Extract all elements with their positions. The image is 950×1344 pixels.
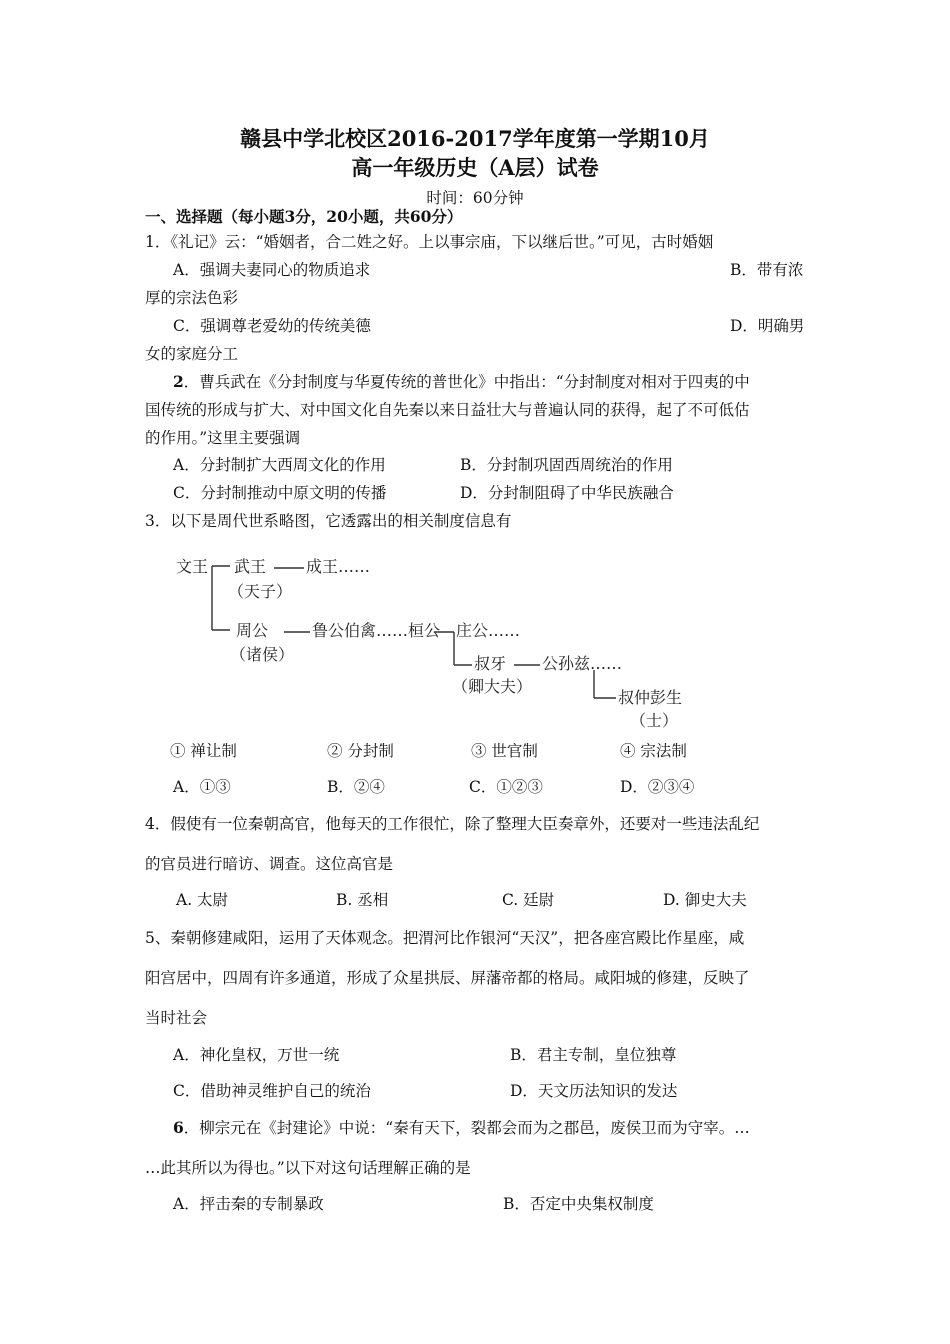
q6-number: 6 [173,1118,184,1137]
q6-stem-text: ．柳宗元在《封建论》中说：“秦有天下，裂都会而为之郡邑，废侯卫而为守宰。… [183,1119,750,1137]
genealogy-diagram [172,552,692,734]
q2-option-c: C．分封制推动中原文明的传播 [173,484,387,502]
q4-option-a: A. 太尉 [176,891,229,909]
q4-option-b: B. 丞相 [336,891,389,909]
q1-option-a: A．强调夫妻同心的物质追求 [173,261,371,279]
exam-title-line1: 赣县中学北校区2016-2017学年度第一学期10月 [240,126,710,151]
q4-option-d: D. 御史大夫 [663,891,747,909]
q2-stem-line1 [173,370,750,392]
q5-stem-line3: 当时社会 [145,1009,208,1027]
node-shuya: 叔牙 [474,654,507,673]
q3-stem: 3．以下是周代世系略图，它透露出的相关制度信息有 [145,512,512,530]
q3-item-2: ② 分封制 [327,742,394,760]
exam-time: 时间：60分钟 [426,189,524,207]
label-tianzi: （天子） [228,582,293,601]
q3-item-3: ③ 世官制 [471,742,538,760]
node-wuwang: 武王 [234,557,267,576]
label-zhuhou: （诸侯） [230,645,295,664]
node-wenwang: 文王 [176,557,209,576]
q2-option-a: A．分封制扩大西周文化的作用 [173,456,386,474]
q5-stem-line2: 阳宫居中，四周有许多通道，形成了众星拱辰、屏藩帝都的格局。咸阳城的修建，反映了 [145,969,750,987]
q2-stem-text: ．曹兵武在《分封制度与华夏传统的普世化》中指出：“分封制度对相对于四夷的中 [183,373,750,391]
node-shuzhong-pengsheng: 叔仲彭生 [618,688,683,707]
q1-option-c: C．强调尊老爱幼的传统美德 [173,317,371,335]
node-lugong-huangong: 鲁公伯禽……桓公 [312,621,441,640]
q6-stem-line2: …此其所以为得也。”以下对这句话理解正确的是 [145,1159,471,1177]
q2-option-b: B．分封制巩固西周统治的作用 [460,456,673,474]
q2-option-d: D．分封制阻碍了中华民族融合 [460,484,674,502]
q5-option-a: A．神化皇权，万世一统 [173,1046,340,1064]
q6-stem-line1 [173,1116,750,1138]
q3-item-4: ④ 宗法制 [620,742,687,760]
q2-stem-line2: 国传统的形成与扩大、对中国文化自先秦以来日益壮大与普遍认同的获得，起了不可低估 [145,401,750,419]
node-zhuanggong: 庄公…… [456,621,521,640]
q5-option-d: D．天文历法知识的发达 [510,1082,678,1100]
q5-option-b: B．君主专制，皇位独尊 [510,1046,677,1064]
q1-option-d: D．明确男 [730,317,805,335]
q1-option-d-cont: 女的家庭分工 [145,345,239,363]
q6-option-a: A．抨击秦的专制暴政 [173,1195,324,1213]
q4-stem-line2: 的官员进行暗访、调查。这位高官是 [145,855,394,873]
q5-stem-line1: 5、秦朝修建咸阳，运用了天体观念。把渭河比作银河“天汉”，把各座宫殿比作星座，咸 [145,929,745,947]
section-heading: 一、选择题（每小题3分，20小题，共60分） [145,207,463,226]
q4-stem-line1: 4．假使有一位秦朝高官，他每天的工作很忙，除了整理大臣奏章外，还要对一些违法乱纪 [145,815,760,833]
q3-option-d: D．②③④ [620,778,695,796]
q2-stem-line3: 的作用。”这里主要强调 [145,429,301,447]
q1-option-b-cont: 厚的宗法色彩 [145,289,239,307]
q3-option-a: A．①③ [173,778,231,796]
q6-option-b: B．否定中央集权制度 [503,1195,654,1213]
node-zhougong: 周公 [236,621,269,640]
q4-option-c: C. 廷尉 [502,891,555,909]
node-gongsunzi: 公孙兹…… [542,654,623,673]
q3-item-1: ① 禅让制 [170,742,237,760]
node-chengwang: 成王…… [306,557,371,576]
q3-option-c: C．①②③ [469,778,543,796]
exam-title-line2: 高一年级历史（A层）试卷 [351,155,599,180]
q2-number: 2 [173,372,184,391]
q5-option-c: C．借助神灵维护自己的统治 [173,1082,371,1100]
q3-option-b: B．②④ [327,778,385,796]
q1-option-b: B．带有浓 [730,261,804,279]
label-shi: （士） [630,711,679,730]
label-qingdafu: （卿大夫） [452,677,533,696]
q1-stem: 1．《礼记》云：“婚姻者，合二姓之好。上以事宗庙，下以继后世。”可见，古时婚姻 [145,233,714,251]
